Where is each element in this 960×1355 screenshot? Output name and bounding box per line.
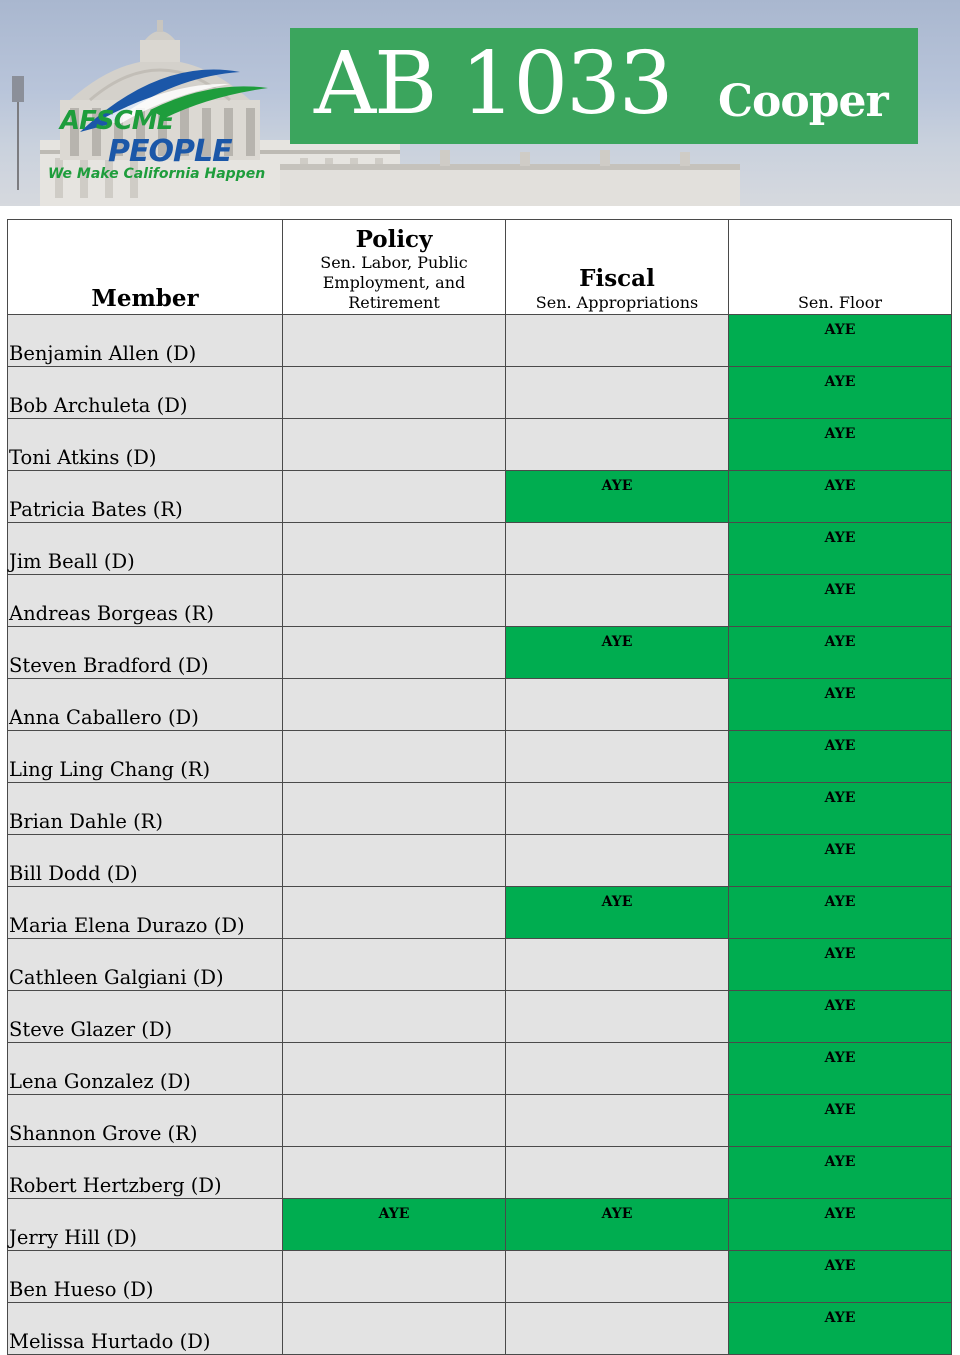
floor-vote-cell: AYE (729, 523, 952, 575)
fiscal-vote-cell (506, 523, 729, 575)
member-name: Robert Hertzberg (D) (8, 1147, 283, 1199)
table-row (8, 1251, 952, 1303)
policy-vote-cell (283, 471, 506, 523)
header-banner (0, 0, 960, 206)
policy-vote-cell (283, 523, 506, 575)
member-name: Bob Archuleta (D) (8, 367, 283, 419)
fiscal-vote-cell: AYE (506, 627, 729, 679)
member-name: Shannon Grove (R) (8, 1095, 283, 1147)
policy-vote-cell (283, 887, 506, 939)
table-row (8, 523, 952, 575)
member-name: Ben Hueso (D) (8, 1251, 283, 1303)
floor-vote-cell: AYE (729, 627, 952, 679)
floor-vote-cell: AYE (729, 471, 952, 523)
vote-record-table (7, 219, 952, 1355)
member-name: Benjamin Allen (D) (8, 315, 283, 367)
floor-vote-cell: AYE (729, 1043, 952, 1095)
member-name: Maria Elena Durazo (D) (8, 887, 283, 939)
member-name: Ling Ling Chang (R) (8, 731, 283, 783)
bill-number: AB 1033 (314, 34, 672, 134)
member-name: Toni Atkins (D) (8, 419, 283, 471)
floor-vote-cell: AYE (729, 991, 952, 1043)
vote-table-body (8, 315, 952, 1355)
fiscal-vote-cell (506, 315, 729, 367)
member-name: Lena Gonzalez (D) (8, 1043, 283, 1095)
policy-vote-cell (283, 1147, 506, 1199)
floor-vote-cell: AYE (729, 783, 952, 835)
table-row (8, 1147, 952, 1199)
floor-vote-cell: AYE (729, 835, 952, 887)
member-name: Andreas Borgeas (R) (8, 575, 283, 627)
member-name: Steve Glazer (D) (8, 991, 283, 1043)
member-name: Cathleen Galgiani (D) (8, 939, 283, 991)
fiscal-vote-cell (506, 679, 729, 731)
fiscal-vote-cell (506, 419, 729, 471)
table-row (8, 939, 952, 991)
table-row (8, 835, 952, 887)
policy-vote-cell (283, 1303, 506, 1355)
fiscal-vote-cell (506, 835, 729, 887)
column-header-member: Member (8, 220, 283, 315)
member-name: Steven Bradford (D) (8, 627, 283, 679)
policy-vote-cell (283, 315, 506, 367)
policy-vote-cell (283, 367, 506, 419)
table-row (8, 1043, 952, 1095)
logo-tagline: We Make California Happen (48, 166, 266, 182)
table-row (8, 315, 952, 367)
policy-vote-cell (283, 1095, 506, 1147)
floor-vote-cell: AYE (729, 419, 952, 471)
policy-vote-cell (283, 627, 506, 679)
floor-vote-cell: AYE (729, 731, 952, 783)
fiscal-vote-cell (506, 991, 729, 1043)
floor-vote-cell: AYE (729, 1251, 952, 1303)
floor-vote-cell: AYE (729, 367, 952, 419)
policy-vote-cell (283, 1251, 506, 1303)
floor-vote-cell: AYE (729, 939, 952, 991)
policy-vote-cell: AYE (283, 1199, 506, 1251)
fiscal-vote-cell (506, 575, 729, 627)
fiscal-vote-cell: AYE (506, 471, 729, 523)
member-name: Anna Caballero (D) (8, 679, 283, 731)
member-name: Brian Dahle (R) (8, 783, 283, 835)
table-row (8, 367, 952, 419)
policy-vote-cell (283, 991, 506, 1043)
column-header-floor: Sen. Floor (729, 220, 952, 315)
fiscal-vote-cell (506, 1251, 729, 1303)
floor-vote-cell: AYE (729, 679, 952, 731)
member-name: Melissa Hurtado (D) (8, 1303, 283, 1355)
fiscal-vote-cell (506, 1095, 729, 1147)
floor-vote-cell: AYE (729, 1303, 952, 1355)
table-header-row (8, 220, 952, 315)
member-name: Jim Beall (D) (8, 523, 283, 575)
fiscal-vote-cell (506, 731, 729, 783)
table-row (8, 1303, 952, 1355)
table-row (8, 1095, 952, 1147)
floor-vote-cell: AYE (729, 1147, 952, 1199)
bill-author: Cooper (718, 76, 888, 127)
table-row (8, 679, 952, 731)
logo-afscme-text: AFSCME (60, 106, 174, 136)
policy-vote-cell (283, 419, 506, 471)
policy-vote-cell (283, 1043, 506, 1095)
table-row (8, 783, 952, 835)
member-name: Patricia Bates (R) (8, 471, 283, 523)
member-name: Jerry Hill (D) (8, 1199, 283, 1251)
policy-vote-cell (283, 939, 506, 991)
table-row (8, 575, 952, 627)
table-row (8, 887, 952, 939)
fiscal-vote-cell (506, 367, 729, 419)
fiscal-vote-cell (506, 939, 729, 991)
floor-vote-cell: AYE (729, 575, 952, 627)
fiscal-vote-cell: AYE (506, 1199, 729, 1251)
floor-vote-cell: AYE (729, 887, 952, 939)
table-row (8, 627, 952, 679)
table-row (8, 471, 952, 523)
floor-vote-cell: AYE (729, 315, 952, 367)
fiscal-vote-cell (506, 1043, 729, 1095)
table-row (8, 991, 952, 1043)
policy-vote-cell (283, 835, 506, 887)
bill-title-box (290, 28, 918, 144)
table-row (8, 731, 952, 783)
policy-vote-cell (283, 783, 506, 835)
fiscal-vote-cell (506, 1147, 729, 1199)
fiscal-vote-cell: AYE (506, 887, 729, 939)
table-row (8, 419, 952, 471)
policy-vote-cell (283, 575, 506, 627)
logo-people-text: PEOPLE (108, 134, 232, 169)
fiscal-vote-cell (506, 783, 729, 835)
column-header-policy: Policy Sen. Labor, Public Employment, and Retirement (283, 220, 506, 315)
table-row (8, 1199, 952, 1251)
member-name: Bill Dodd (D) (8, 835, 283, 887)
policy-vote-cell (283, 679, 506, 731)
floor-vote-cell: AYE (729, 1095, 952, 1147)
policy-vote-cell (283, 731, 506, 783)
fiscal-vote-cell (506, 1303, 729, 1355)
column-header-fiscal: Fiscal Sen. Appropriations (506, 220, 729, 315)
floor-vote-cell: AYE (729, 1199, 952, 1251)
